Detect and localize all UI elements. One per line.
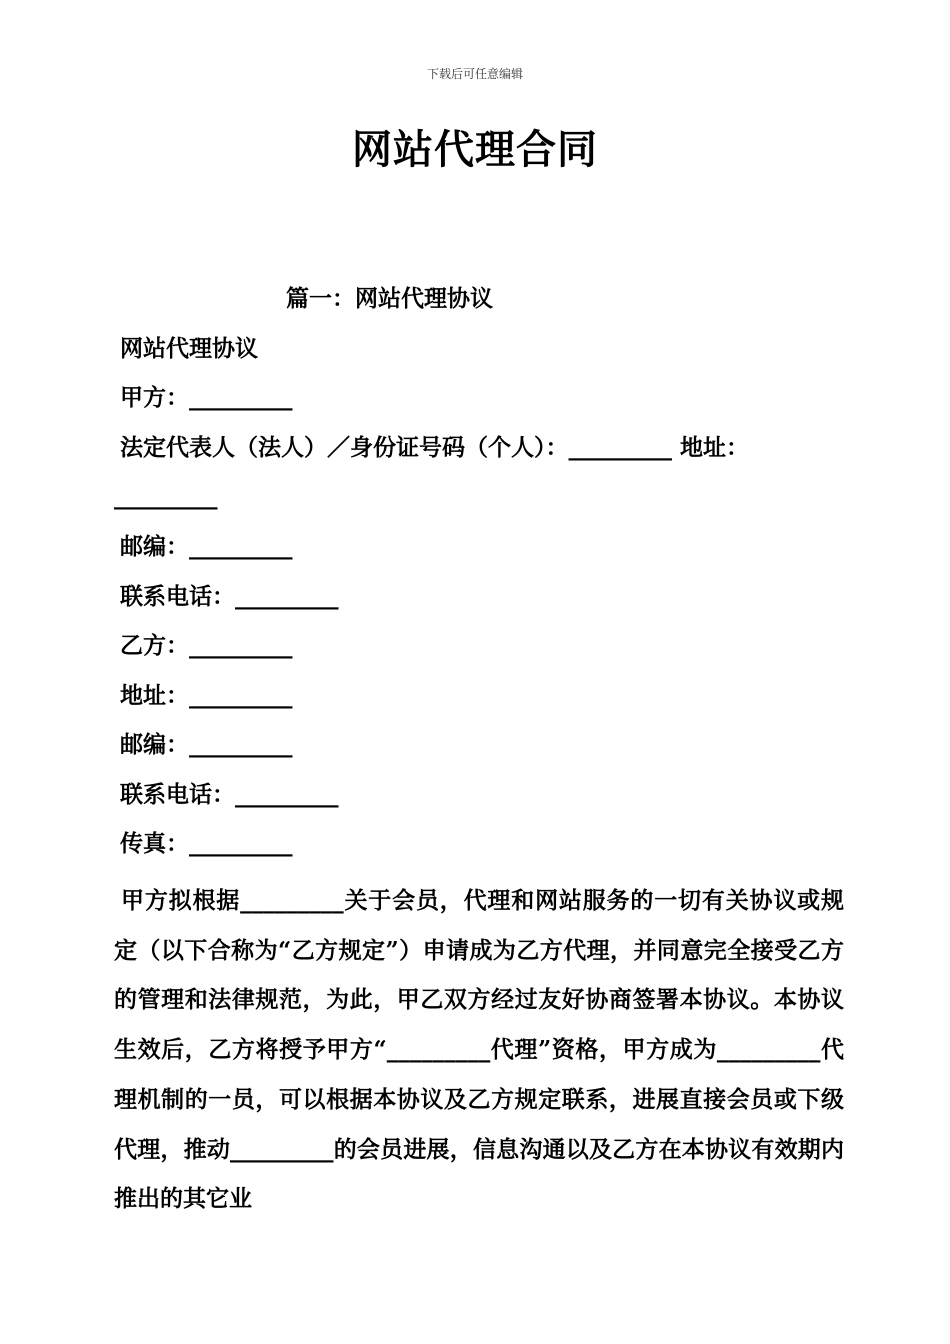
- party-b-fax-line: 传真：_________: [120, 830, 293, 857]
- party-b-postcode-line: 邮编：_________: [120, 731, 293, 758]
- party-a-phone-line: 联系电话：_________: [120, 583, 339, 610]
- party-b-phone-line: 联系电话：_________: [120, 781, 339, 808]
- section-title: 篇一：网站代理协议: [286, 285, 493, 312]
- party-b-address-line: 地址：_________: [120, 682, 293, 709]
- header-note: 下载后可任意编辑: [426, 67, 523, 81]
- document-title: 网站代理合同: [352, 126, 598, 173]
- party-a-line: 甲方：_________: [120, 384, 293, 411]
- legal-representative-address-blank: _________: [114, 483, 218, 510]
- legal-representative-line: 法定代表人（法人）／身份证号码（个人）：_________ 地址：: [120, 434, 750, 461]
- party-b-line: 乙方：_________: [120, 632, 293, 659]
- agreement-body-paragraph: 甲方拟根据_________关于会员，代理和网站服务的一切有关协议或规定（以下合称为“乙方规定”）申请成为乙方代理，并同意完全接受乙方的管理和法律规范，为此，甲乙双方经过友好协商签署本协议。本协议生效后，乙方将授予甲方“_________代理”资格，甲方成为_________代理机制的一员，可以根据本协议及乙方规定联系，进展直接会员或下级代理，推动_________的会员进展，信息沟通以及乙方在本协议有效期内推出的其它业: [114, 887, 844, 1213]
- party-a-postcode-line: 邮编：_________: [120, 533, 293, 560]
- agreement-subtitle: 网站代理协议: [120, 335, 258, 362]
